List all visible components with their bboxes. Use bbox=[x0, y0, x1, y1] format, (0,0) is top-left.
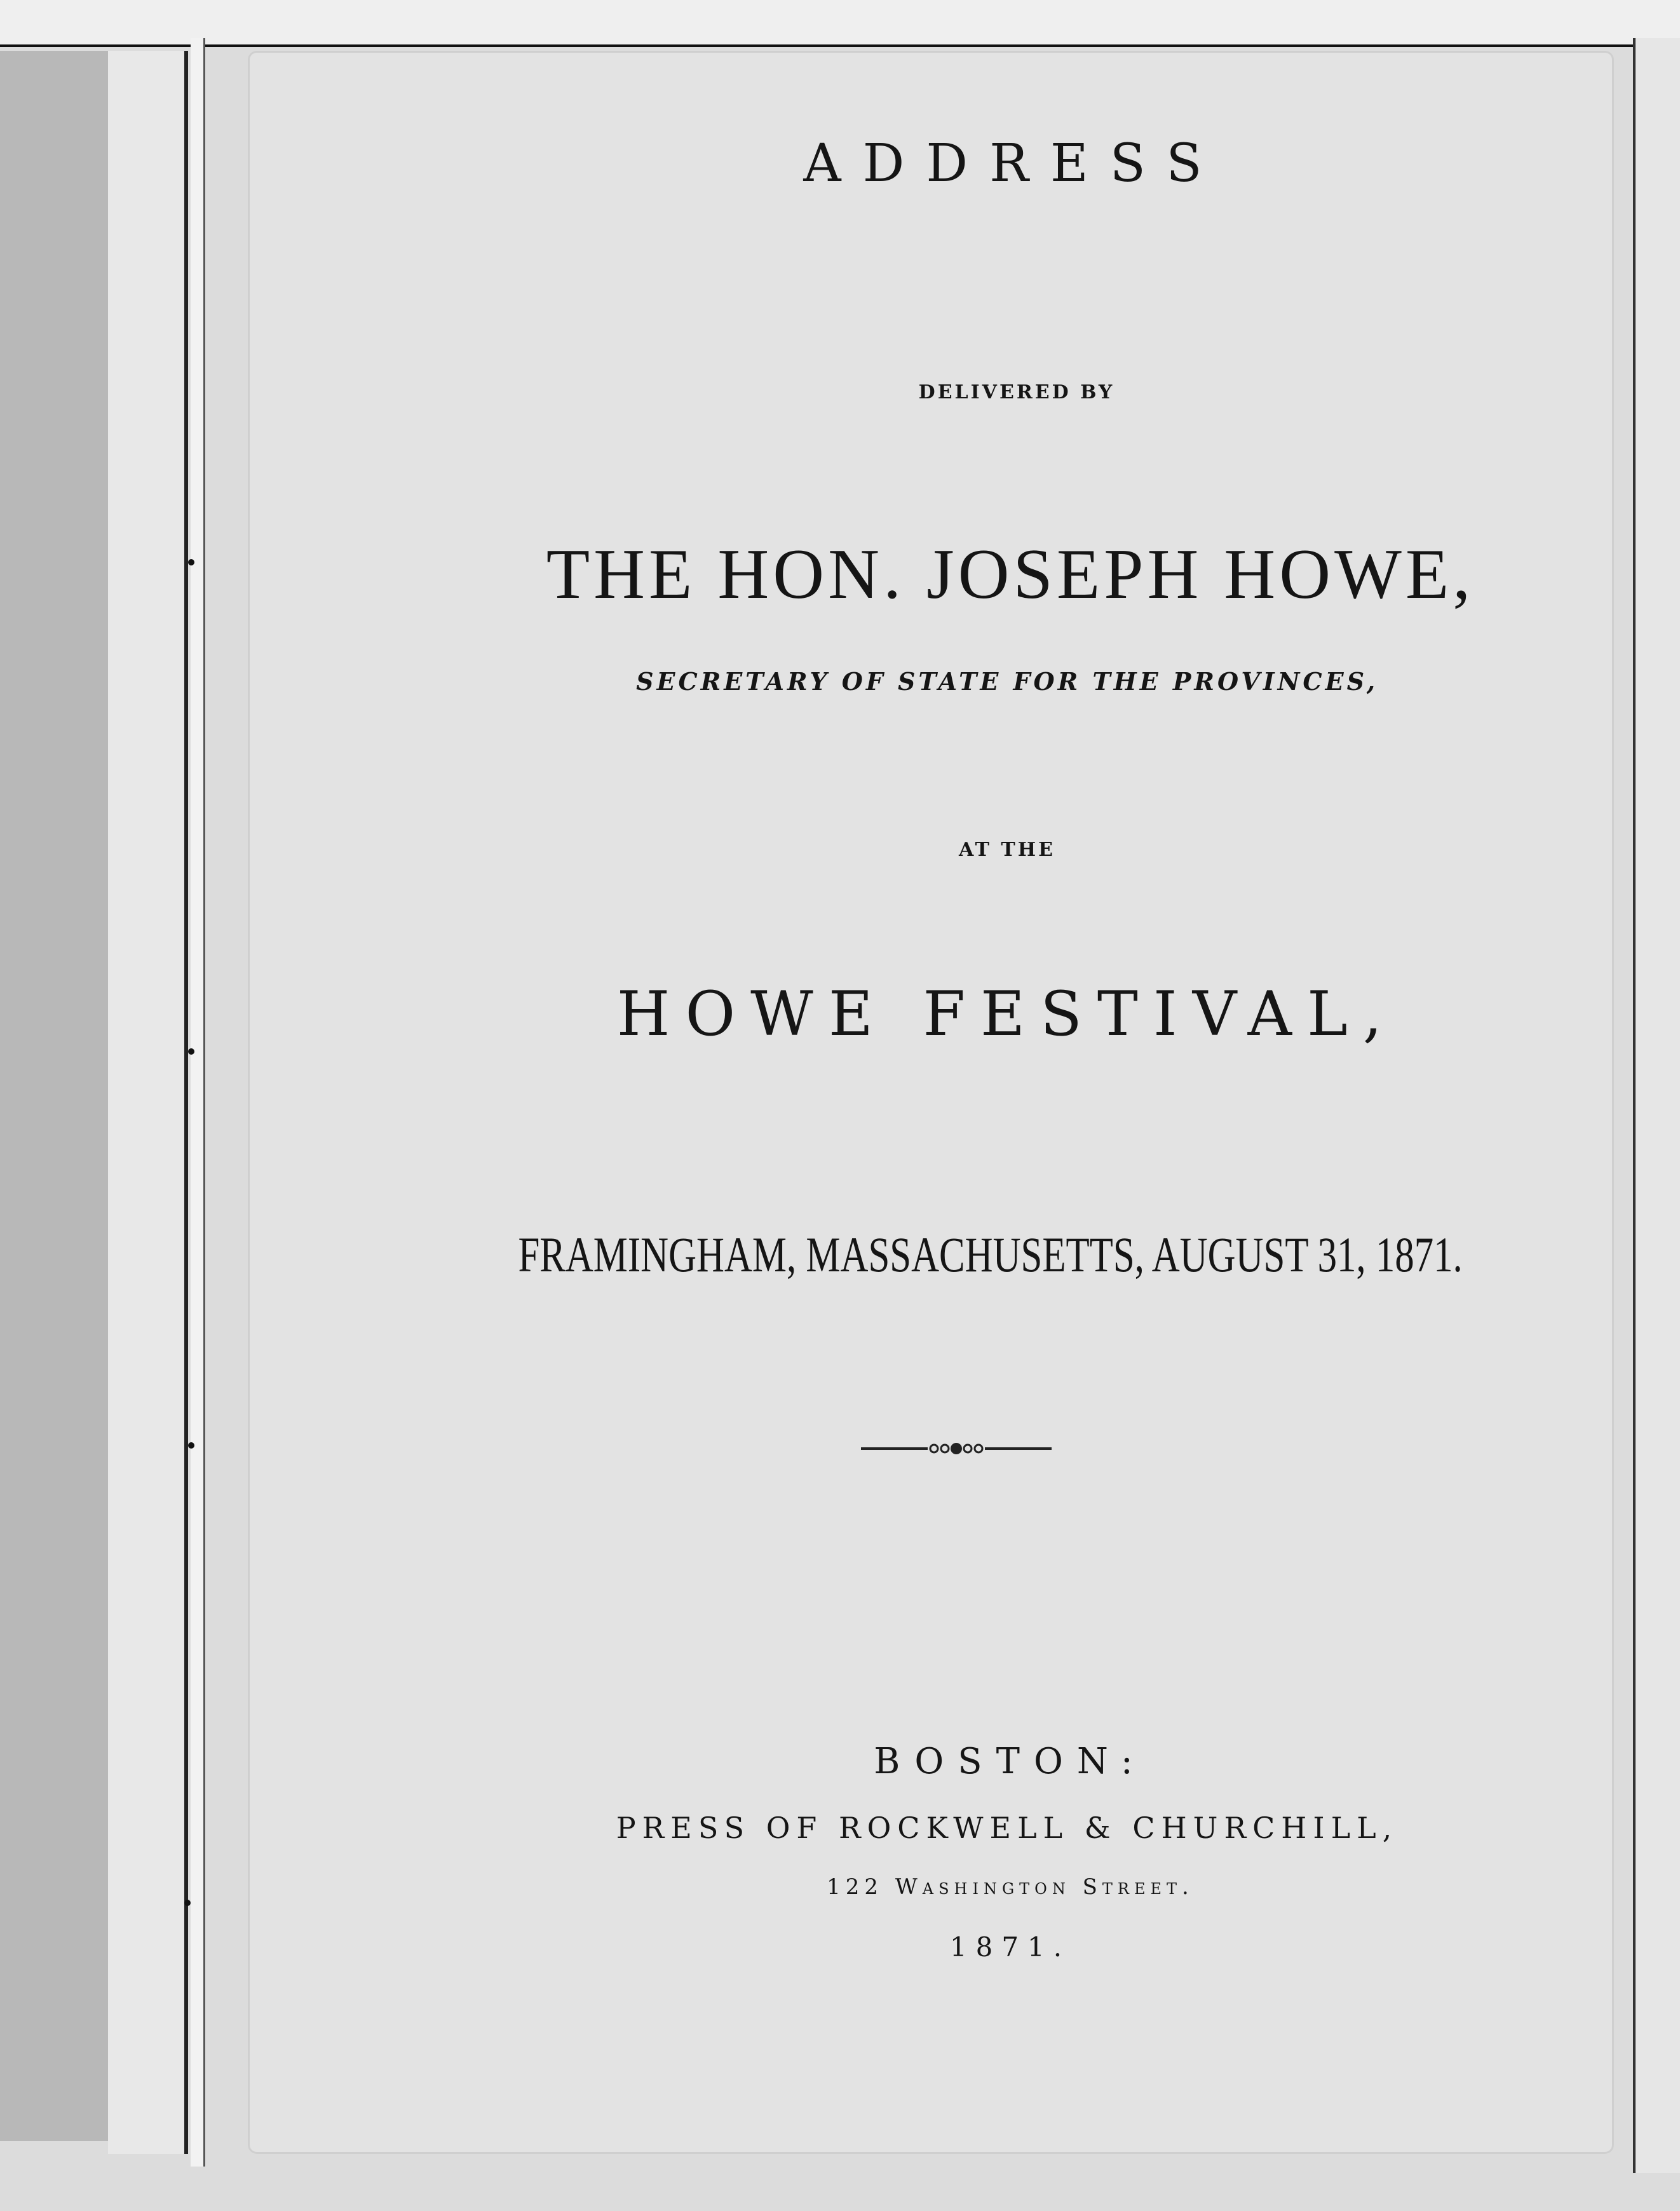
binding-edge bbox=[191, 38, 205, 2167]
place-and-date: FRAMINGHAM, MASSACHUSETTS, AUGUST 31, 1871. bbox=[518, 1227, 1463, 1282]
imprint-address: 122 Washington Street. bbox=[827, 1874, 1194, 1900]
imprint-printer: PRESS OF ROCKWELL & CHURCHILL, bbox=[616, 1811, 1399, 1845]
ornament-rule-icon bbox=[861, 1436, 1052, 1461]
book-top-edge bbox=[0, 0, 1680, 47]
title-page bbox=[248, 51, 1614, 2154]
imprint-city: BOSTON: bbox=[874, 1741, 1147, 1782]
page-stack-edge bbox=[1633, 38, 1680, 2173]
author-office: SECRETARY OF STATE FOR THE PROVINCES, bbox=[636, 667, 1378, 696]
book-gutter bbox=[108, 51, 188, 2154]
stitch-mark bbox=[188, 559, 194, 565]
imprint-year: 1871. bbox=[949, 1931, 1071, 1963]
stitch-mark bbox=[184, 1900, 191, 1906]
at-the-line: AT THE bbox=[959, 839, 1055, 861]
page-heading: ADDRESS bbox=[803, 133, 1224, 194]
author-name: THE HON. JOSEPH HOWE, bbox=[546, 535, 1475, 614]
stitch-mark bbox=[188, 1442, 194, 1449]
event-title: HOWE FESTIVAL, bbox=[616, 978, 1398, 1050]
facing-page-margin bbox=[0, 51, 108, 2141]
stitch-mark bbox=[188, 1048, 194, 1055]
delivered-by-line: DELIVERED BY bbox=[918, 381, 1115, 403]
